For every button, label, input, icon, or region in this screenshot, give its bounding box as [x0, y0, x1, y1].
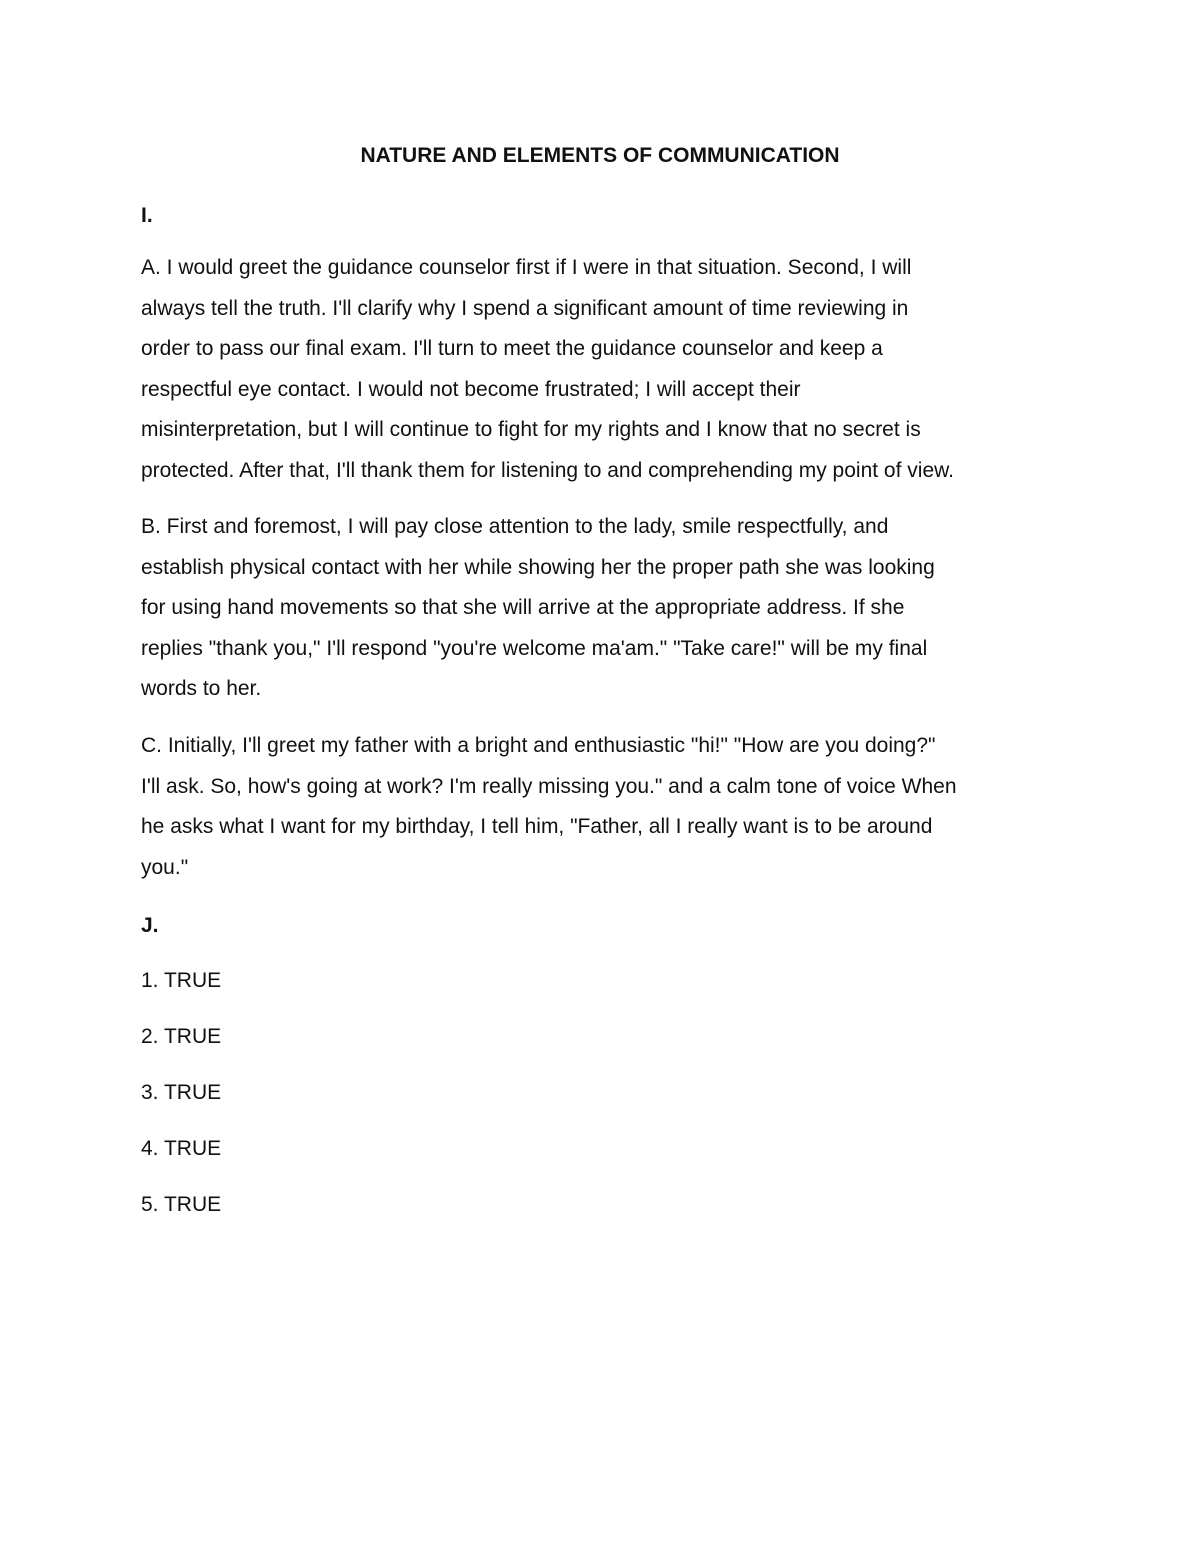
paragraph-line: you." [141, 855, 189, 879]
paragraph-line: establish physical contact with her while showing her the proper path she was looking [141, 555, 935, 579]
paragraph-line: C. Initially, I'll greet my father with a bright and enthusiastic "hi!" "How are you doing?" [141, 734, 936, 757]
paragraph-line: A. I would greet the guidance counselor first if I were in that situation. Second, I will [141, 256, 912, 279]
paragraph-line: always tell the truth. I'll clarify why I spend a significant amount of time reviewing in [141, 296, 909, 320]
answer-item: 5. TRUE [141, 1193, 222, 1216]
paragraph-c [141, 726, 1066, 888]
paragraph-line: misinterpretation, but I will continue to fight for my rights and I know that no secret is [141, 418, 921, 441]
answer-item: 1. TRUE [141, 969, 222, 992]
paragraph-line: for using hand movements so that she will arrive at the appropriate address. If she [141, 596, 905, 619]
answer-item: 3. TRUE [141, 1081, 222, 1104]
paragraph-line: order to pass our final exam. I'll turn to meet the guidance counselor and keep a [141, 337, 883, 360]
answer-item: 2. TRUE [141, 1025, 222, 1048]
paragraph-line: words to her. [141, 677, 262, 700]
paragraph-line: protected. After that, I'll thank them for listening to and comprehending my point of view. [141, 458, 954, 482]
section-j-heading: J. [141, 914, 159, 937]
section-i-heading: I. [141, 204, 153, 227]
paragraph-a [141, 248, 1066, 491]
paragraph-line: B. First and foremost, I will pay close attention to the lady, smile respectfully, and [141, 515, 889, 538]
paragraph-line: replies "thank you," I'll respond "you're welcome ma'am." "Take care!" will be my final [141, 636, 928, 660]
paragraph-line: I'll ask. So, how's going at work? I'm really missing you." and a calm tone of voice When [141, 774, 957, 798]
paragraph-line: respectful eye contact. I would not become frustrated; I will accept their [141, 377, 801, 401]
paragraph-b [141, 507, 1066, 710]
paragraph-line: he asks what I want for my birthday, I tell him, "Father, all I really want is to be around [141, 815, 933, 838]
answer-item: 4. TRUE [141, 1137, 222, 1160]
document-title: NATURE AND ELEMENTS OF COMMUNICATION [360, 144, 840, 167]
